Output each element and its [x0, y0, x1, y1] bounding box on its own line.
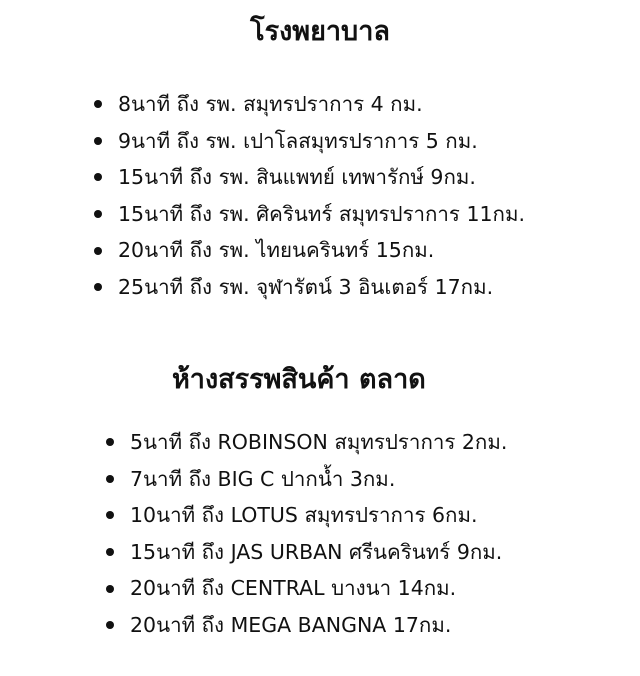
- bullet-icon: [94, 137, 102, 145]
- list-item-text: 9นาที ถึง รพ. เปาโลสมุทรปราการ 5 กม.: [118, 128, 478, 153]
- list-item: [92, 232, 525, 269]
- bullet-icon: [106, 438, 114, 446]
- list-item-text: 5นาที ถึง ROBINSON สมุทรปราการ 2กม.: [130, 430, 508, 454]
- list-item: [92, 123, 525, 160]
- list-item: [104, 534, 507, 571]
- bullet-icon: [106, 621, 114, 629]
- bullet-icon: [106, 585, 114, 593]
- list-item: [92, 159, 525, 196]
- list-item: [92, 196, 525, 233]
- bullet-icon: [94, 210, 102, 218]
- bullet-icon: [94, 247, 102, 255]
- list-item-text: 15นาที ถึง JAS URBAN ศรีนครินทร์ 9กม.: [130, 539, 503, 564]
- list-item-text: 7นาที ถึง BIG C ปากน้ำ 3กม.: [130, 466, 396, 491]
- mall-section-title: ห้างสรรพสินค้า ตลาด: [172, 364, 426, 395]
- hospital-section-title: โรงพยาบาล: [250, 16, 390, 47]
- list-item-text: 20นาที ถึง รพ. ไทยนครินทร์ 15กม.: [118, 238, 435, 263]
- list-item: [104, 424, 507, 461]
- mall-list: [104, 424, 507, 644]
- list-item-text: 8นาที ถึง รพ. สมุทรปราการ 4 กม.: [118, 92, 423, 116]
- bullet-icon: [106, 475, 114, 483]
- list-item-text: 20นาที ถึง CENTRAL บางนา 14กม.: [130, 576, 457, 601]
- list-item: [92, 269, 525, 306]
- list-item-text: 20นาที ถึง MEGA BANGNA 17กม.: [130, 612, 452, 637]
- bullet-icon: [94, 283, 102, 291]
- list-item: [104, 607, 507, 644]
- list-item: [92, 86, 525, 123]
- list-item-text: 15นาที ถึง รพ. ศิครินทร์ สมุทรปราการ 11กม.: [118, 201, 525, 226]
- bullet-icon: [94, 173, 102, 181]
- list-item: [104, 570, 507, 607]
- list-item: [104, 461, 507, 498]
- hospital-list: [92, 86, 525, 306]
- list-item-text: 15นาที ถึง รพ. สินแพทย์ เทพารักษ์ 9กม.: [118, 165, 476, 190]
- bullet-icon: [106, 548, 114, 556]
- bullet-icon: [94, 100, 102, 108]
- bullet-icon: [106, 511, 114, 519]
- list-item-text: 25นาที ถึง รพ. จุฬารัตน์ 3 อินเตอร์ 17กม.: [118, 274, 494, 299]
- list-item: [104, 497, 507, 534]
- list-item-text: 10นาที ถึง LOTUS สมุทรปราการ 6กม.: [130, 503, 478, 528]
